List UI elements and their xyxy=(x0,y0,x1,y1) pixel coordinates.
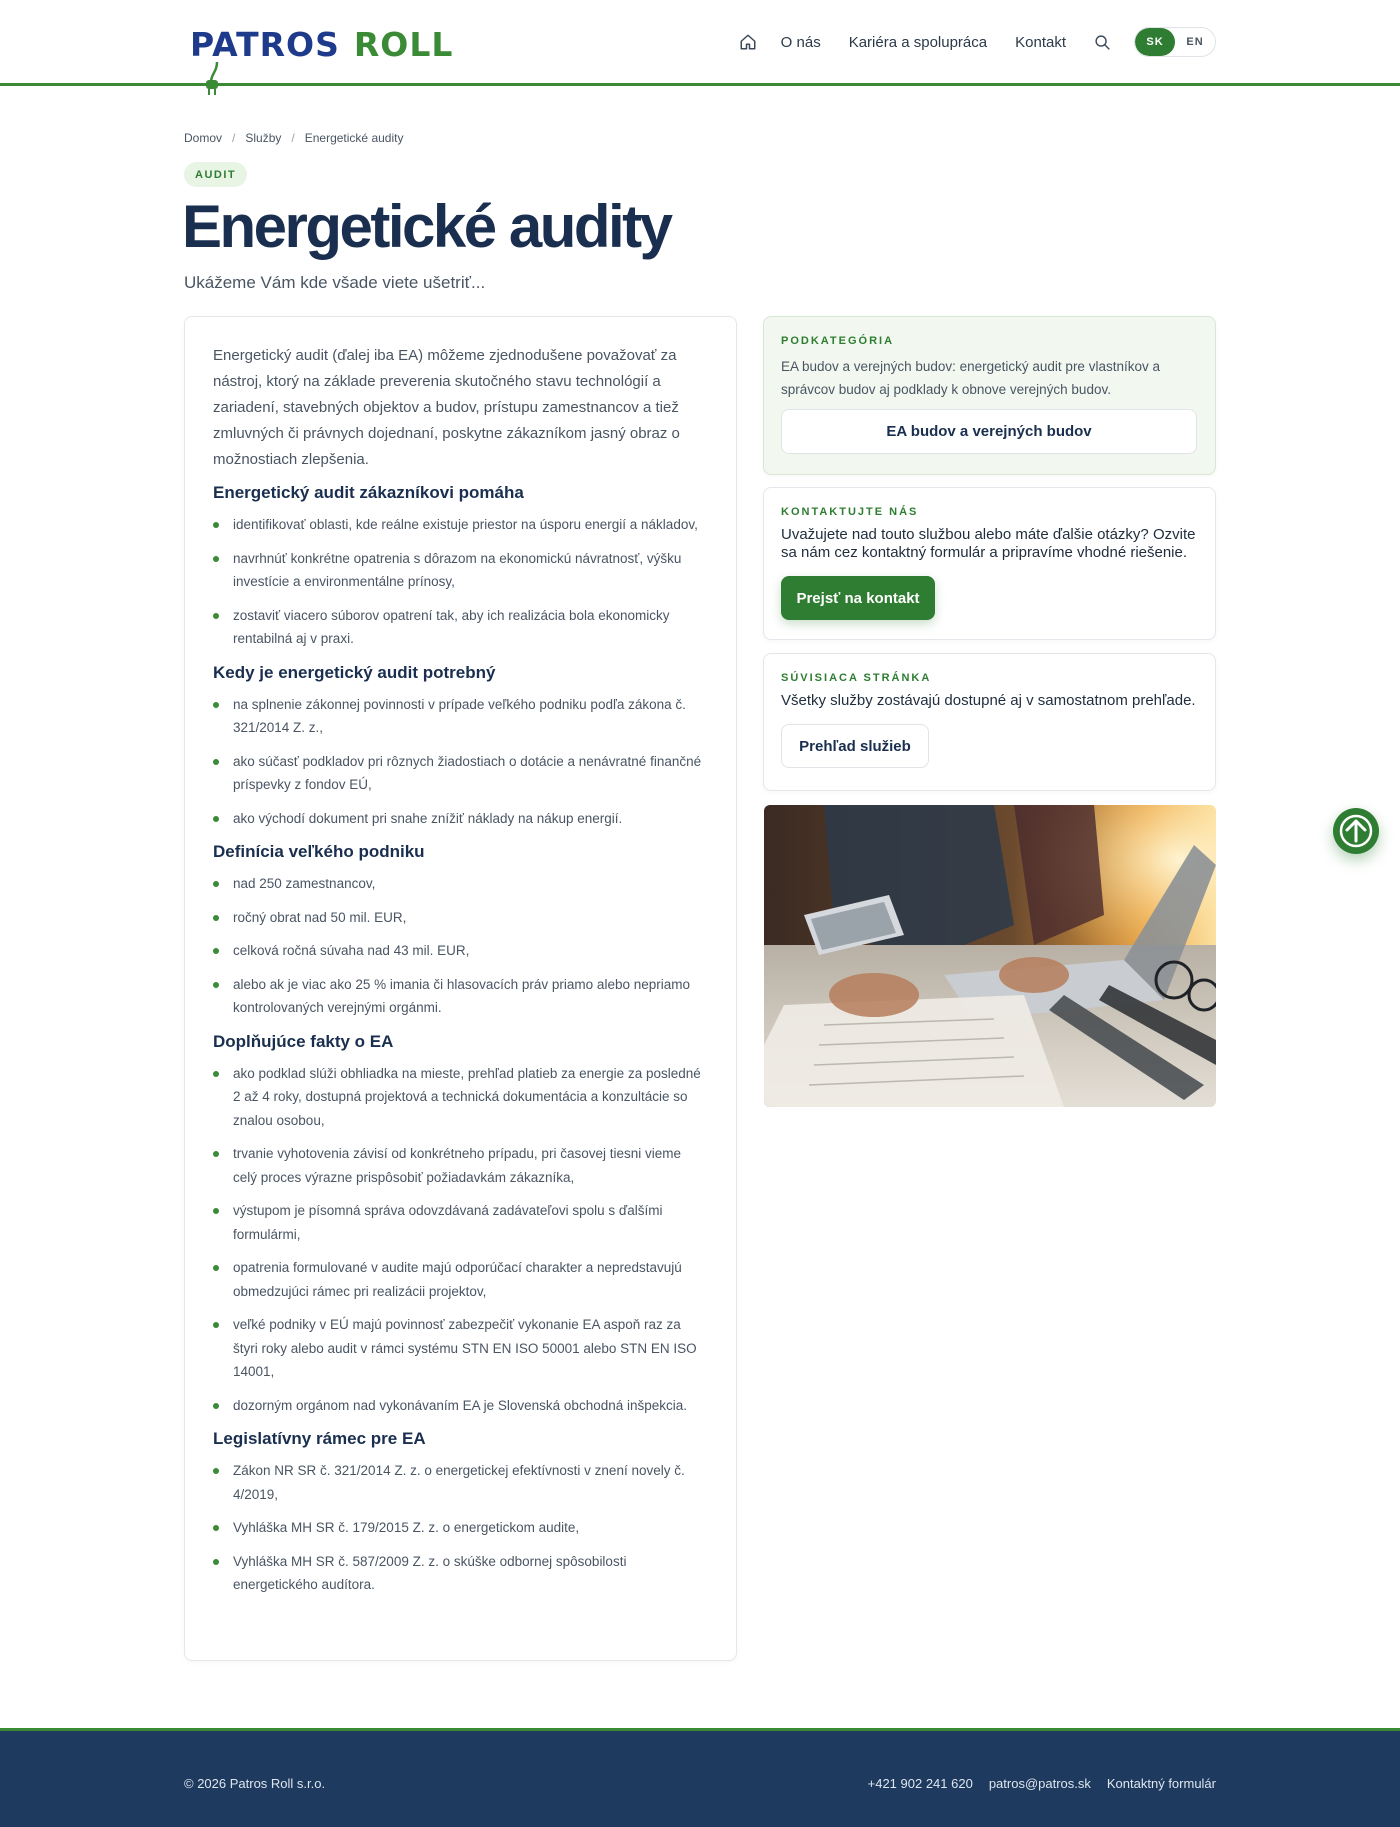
bullet-icon xyxy=(213,1208,219,1214)
bullet-icon xyxy=(213,816,219,822)
footer-contact-form[interactable]: Kontaktný formulár xyxy=(1106,1776,1216,1791)
main-nav xyxy=(739,27,1216,57)
category-badge: AUDIT xyxy=(184,162,247,187)
subcategory-kicker: PODKATEGÓRIA xyxy=(781,335,895,347)
list-item: dozorným orgánom nad vykonávaním EA je Slovenská obchodná inšpekcia. xyxy=(213,1394,708,1418)
article-card xyxy=(184,316,737,1661)
section-list xyxy=(213,1459,708,1597)
bullet-icon xyxy=(213,759,219,765)
bullet-icon xyxy=(213,1525,219,1531)
list-item: Vyhláška MH SR č. 179/2015 Z. z. o energetickom audite, xyxy=(213,1516,708,1540)
search-icon[interactable] xyxy=(1094,33,1112,51)
home-icon[interactable] xyxy=(739,32,759,52)
bullet-icon xyxy=(213,1468,219,1474)
subcategory-card xyxy=(763,316,1216,475)
list-item: celková ročná súvaha nad 43 mil. EUR, xyxy=(213,939,708,963)
list-item: navrhnúť konkrétne opatrenia s dôrazom na ekonomickú návratnosť, výšku investície a environmentálne prínosy, xyxy=(213,547,708,594)
contact-card xyxy=(763,487,1216,640)
list-item: opatrenia formulované v audite majú odporúčací charakter a nepredstavujú obmedzujúci rámec pri realizácii projektov, xyxy=(213,1256,708,1303)
subcategory-button[interactable]: EA budov a verejných budov xyxy=(781,409,1197,454)
section-heading: Legislatívny rámec pre EA xyxy=(213,1429,426,1448)
related-kicker: SÚVISIACA STRÁNKA xyxy=(781,672,932,684)
logo-text-patros: PATROS xyxy=(190,24,340,64)
section-list xyxy=(213,1062,708,1418)
bullet-icon xyxy=(213,982,219,988)
bullet-icon xyxy=(213,613,219,619)
section-heading: Kedy je energetický audit potrebný xyxy=(213,662,496,682)
list-item: ako podklad slúži obhliadka na mieste, prehľad platieb za energie za posledné 2 až 4 roky, dostupná projektová a technická dokumentácia a konzultácie so znalou osobou, xyxy=(213,1062,708,1133)
services-overview-button[interactable]: Prehľad služieb xyxy=(781,724,929,768)
go-to-contact-button[interactable]: Prejsť na kontakt xyxy=(781,576,935,620)
list-item: trvanie vyhotovenia závisí od konkrétneho prípadu, pri časovej tiesni vieme celý proces výrazne prispôsobiť požiadavkám zákazníka, xyxy=(213,1142,708,1189)
bullet-icon xyxy=(213,1151,219,1157)
breadcrumb-services[interactable]: Služby xyxy=(245,131,282,145)
logo[interactable] xyxy=(190,24,453,64)
related-text: Všetky služby zostávajú dostupné aj v samostatnom prehľade. xyxy=(781,692,1196,709)
list-item: ako východí dokument pri snahe znížiť náklady na nákup energií. xyxy=(213,807,708,831)
bullet-icon xyxy=(213,1265,219,1271)
bullet-icon xyxy=(213,1559,219,1565)
bullet-icon xyxy=(213,556,219,562)
list-item: na splnenie zákonnej povinnosti v prípade veľkého podniku podľa zákona č. 321/2014 Z. z., xyxy=(213,693,708,740)
breadcrumb-separator: / xyxy=(291,131,295,145)
footer-phone[interactable]: +421 902 241 620 xyxy=(867,1776,973,1791)
nav-about[interactable]: O nás xyxy=(780,33,821,51)
logo-text-roll: ROLL xyxy=(353,24,454,64)
breadcrumb-separator: / xyxy=(232,131,236,145)
breadcrumb xyxy=(184,131,403,145)
list-item: výstupom je písomná správa odovzdávaná zadávateľovi spolu s ďalšími formulármi, xyxy=(213,1199,708,1246)
list-item: veľké podniky v EÚ majú povinnosť zabezpečiť vykonanie EA aspoň raz za štyri roky alebo audit v rámci systému STN EN ISO 50001 alebo STN EN ISO 14001, xyxy=(213,1313,708,1384)
section-list xyxy=(213,513,708,651)
arrow-up-icon xyxy=(1339,814,1373,848)
site-footer xyxy=(0,1728,1400,1827)
nav-contact[interactable]: Kontakt xyxy=(1015,33,1066,51)
audit-photo-illustration xyxy=(764,805,1216,1107)
list-item: zostaviť viacero súborov opatrení tak, aby ich realizácia bola ekonomicky rentabilná aj v praxi. xyxy=(213,604,708,651)
related-card xyxy=(763,653,1216,791)
footer-copyright: © 2026 Patros Roll s.r.o. xyxy=(184,1776,326,1791)
subcategory-text: EA budov a verejných budov: energetický audit pre vlastníkov a správcov budov aj podklady k obnove verejných budov. xyxy=(781,359,1160,397)
nav-career[interactable]: Kariéra a spolupráca xyxy=(848,33,988,51)
footer-email[interactable]: patros@patros.sk xyxy=(988,1776,1091,1791)
footer-links xyxy=(868,1776,1216,1791)
list-item: identifikovať oblasti, kde reálne existuje priestor na úsporu energií a nákladov, xyxy=(213,513,708,537)
list-item: alebo ak je viac ako 25 % imania či hlasovacích práv priamo alebo nepriamo kontrolovaných verejnými orgánmi. xyxy=(213,973,708,1020)
bullet-icon xyxy=(213,702,219,708)
section-heading: Energetický audit zákazníkovi pomáha xyxy=(213,483,524,502)
list-item: ročný obrat nad 50 mil. EUR, xyxy=(213,906,708,930)
breadcrumb-current: Energetické audity xyxy=(304,131,404,145)
site-header xyxy=(0,0,1400,86)
language-switch xyxy=(1134,27,1216,57)
bullet-icon xyxy=(213,1322,219,1328)
section-list xyxy=(213,693,708,831)
section-heading: Definícia veľkého podniku xyxy=(213,842,425,861)
list-item: Vyhláška MH SR č. 587/2009 Z. z. o skúške odbornej spôsobilosti energetického audítora. xyxy=(213,1550,708,1597)
list-item: nad 250 zamestnancov, xyxy=(213,872,708,896)
article-intro: Energetický audit (ďalej iba EA) môžeme zjednodušene považovať za nástroj, ktorý na základe preverenia skutočného stavu technológií a zariadení, stavebných objektov a budov, prístupu zamestnancov a tiež zmluvných či právnych dojednaní, poskytne zákazníkom jasný obraz o možnostiach zlepšenia. xyxy=(213,347,680,468)
lang-sk[interactable]: SK xyxy=(1135,28,1175,56)
list-item: ako súčasť podkladov pri rôznych žiadostiach o dotácie a nenávratné finančné príspevky z fondov EÚ, xyxy=(213,750,708,797)
bullet-icon xyxy=(213,948,219,954)
scroll-to-top-button[interactable] xyxy=(1333,808,1379,854)
audit-photo xyxy=(764,805,1216,1107)
bullet-icon xyxy=(213,522,219,528)
section-heading: Doplňujúce fakty o EA xyxy=(213,1031,394,1051)
list-item: Zákon NR SR č. 321/2014 Z. z. o energetickej efektívnosti v znení novely č. 4/2019, xyxy=(213,1459,708,1506)
plug-icon xyxy=(203,62,227,98)
page-subtitle: Ukážeme Vám kde všade viete ušetriť... xyxy=(184,273,486,292)
bullet-icon xyxy=(213,881,219,887)
contact-text: Uvažujete nad touto službou alebo máte ďalšie otázky? Ozvite sa nám cez kontaktný formulár a pripravíme vhodné riešenie. xyxy=(781,526,1196,561)
contact-kicker: KONTAKTUJTE NÁS xyxy=(781,506,919,518)
bullet-icon xyxy=(213,915,219,921)
breadcrumb-home[interactable]: Domov xyxy=(184,131,223,145)
bullet-icon xyxy=(213,1071,219,1077)
section-list xyxy=(213,872,708,1020)
bullet-icon xyxy=(213,1403,219,1409)
lang-en[interactable]: EN xyxy=(1186,36,1204,48)
page-title: Energetické audity xyxy=(182,193,671,260)
